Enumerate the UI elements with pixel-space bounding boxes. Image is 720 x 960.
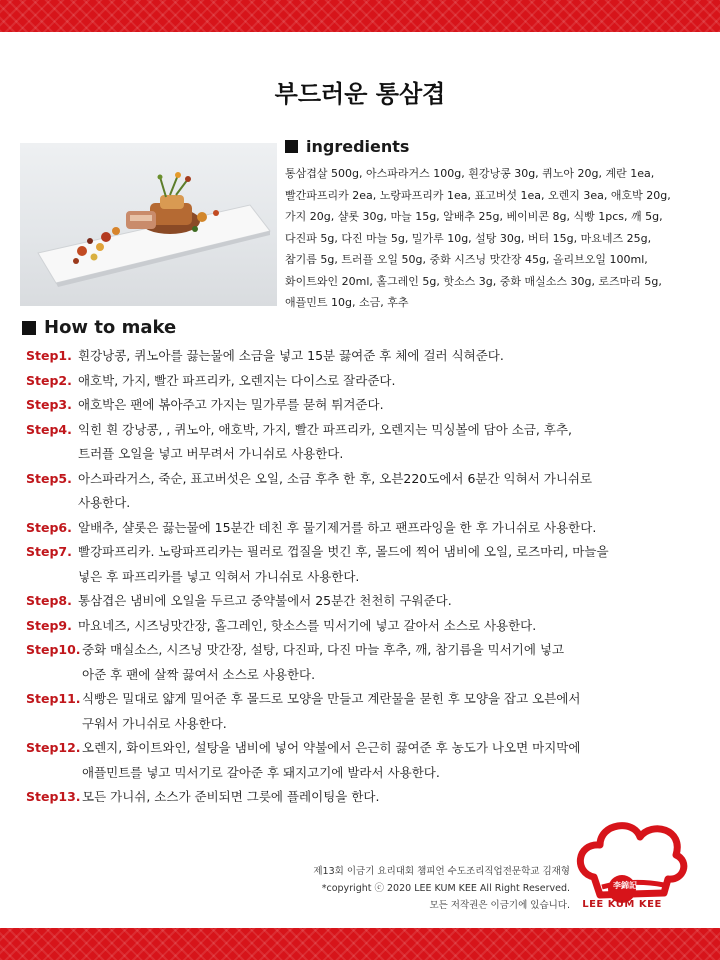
step-item [26, 344, 706, 369]
step-label: Step13. [26, 789, 81, 804]
page-title: 부드러운 통삼겹 [274, 80, 446, 108]
step-text: 알배추, 샬롯은 끓는물에 15분간 데친 후 물기제거를 하고 팬프라잉을 한 후 가니쉬로 사용한다. [78, 519, 597, 535]
step-label: Step2. [26, 372, 72, 388]
ingredients-heading-text: ingredients [306, 137, 410, 156]
step-text: 애호박은 팬에 볶아주고 가지는 밀가루를 묻혀 튀겨준다. [78, 397, 384, 412]
top-pattern-band [0, 0, 720, 32]
logo-chinese-text: 李錦記 [613, 881, 637, 890]
step-text: 중화 매실소스, 시즈닝 맛간장, 설탕, 다진파, 다진 마늘 후추, 깨, 참기름을 믹서기에 넣고 [82, 642, 565, 657]
credit-author: 제13회 이금기 요리대회 챔피언 수도조리직업전문학교 김재형 [313, 866, 570, 877]
step-item [26, 393, 706, 418]
step-item [26, 467, 706, 516]
step-label: Step6. [26, 519, 72, 535]
step-item [26, 614, 706, 639]
step-item [26, 589, 706, 614]
ingredients-line: 참기름 5g, 트러플 오일 50g, 중화 시즈닝 맛간장 45g, 올리브오일 100ml, [285, 253, 648, 266]
step-text: 오렌지, 화이트와인, 설탕을 냄비에 넣어 약불에서 은근히 끓여준 후 농도가 나오면 마지막에 [82, 740, 581, 755]
square-bullet-icon [285, 140, 298, 153]
steps-list [26, 344, 706, 810]
step-text-continued: 사용한다. [78, 495, 131, 510]
step-item [26, 369, 706, 394]
dish-photo [20, 143, 277, 306]
ingredients-line: 가지 20g, 샬롯 30g, 마늘 15g, 알배추 25g, 베이비콘 8g, 식빵 1pcs, 깨 5g, [285, 210, 663, 223]
step-item [26, 736, 706, 785]
step-label: Step11. [26, 691, 81, 706]
ingredients-heading [285, 137, 409, 156]
copyright-notice: *copyright ⓒ 2020 LEE KUM KEE All Right Reserved. [321, 883, 570, 894]
step-label: Step1. [26, 348, 72, 363]
step-text-continued: 애플민트를 넣고 믹서기로 갈아준 후 돼지고기에 발라서 사용한다. [82, 764, 440, 780]
ingredients-line: 통삼겹살 500g, 아스파라거스 100g, 흰강낭콩 30g, 퀴노아 20g, 계란 1ea, [285, 167, 655, 180]
step-label: Step12. [26, 740, 81, 755]
step-text: 흰강낭콩, 퀴노아를 끓는물에 소금을 넣고 15분 끓여준 후 체에 걸러 식혀준다. [78, 348, 504, 363]
step-item [26, 540, 706, 589]
bottom-pattern-band [0, 928, 720, 960]
ingredients-line: 애플민트 10g, 소금, 후추 [285, 296, 409, 309]
step-text-continued: 아준 후 팬에 살짝 끓여서 소스로 사용한다. [82, 666, 316, 682]
how-to-heading [22, 317, 176, 338]
step-text: 모든 가니쉬, 소스가 준비되면 그릇에 플레이팅을 한다. [82, 789, 380, 804]
step-label: Step5. [26, 470, 72, 486]
step-label: Step4. [26, 421, 72, 437]
step-label: Step10. [26, 642, 81, 657]
step-item [26, 516, 706, 541]
step-text: 애호박, 가지, 빨간 파프리카, 오렌지는 다이스로 잘라준다. [78, 372, 396, 388]
step-label: Step8. [26, 593, 72, 608]
step-text: 아스파라거스, 죽순, 표고버섯은 오일, 소금 후추 한 후, 오븐220도에서 6분간 익혀서 가니쉬로 [78, 470, 593, 486]
step-text: 익힌 흰 강낭콩, , 퀴노아, 애호박, 가지, 빨간 파프리카, 오렌지는 믹싱볼에 담아 소금, 후추, [78, 421, 572, 437]
step-text-continued: 구워서 가니쉬로 사용한다. [82, 715, 227, 731]
step-item [26, 785, 706, 810]
ingredients-line: 빨간파프리카 2ea, 노랑파프리카 1ea, 표고버섯 1ea, 오렌지 3ea, 애호박 20g, [285, 188, 671, 202]
step-item [26, 418, 706, 467]
step-text: 식빵은 밀대로 얇게 밀어준 후 몰드로 모양을 만들고 계란물을 묻힌 후 모양을 잡고 오븐에서 [82, 691, 581, 706]
dish-illustration [20, 143, 277, 306]
step-label: Step3. [26, 397, 72, 412]
how-to-heading-text: How to make [44, 317, 177, 338]
ingredients-line: 화이트와인 20ml, 홀그레인 5g, 핫소스 3g, 중화 매실소스 30g, 로즈마리 5g, [285, 274, 662, 288]
credit-block [313, 863, 570, 914]
ingredients-list [285, 163, 705, 314]
step-item [26, 687, 706, 736]
square-bullet-icon [22, 321, 36, 335]
ingredients-line: 다진파 5g, 다진 마늘 5g, 밀가루 10g, 설탕 30g, 버터 15g, 마요네즈 25g, [285, 231, 652, 245]
step-text: 통삼겹은 냄비에 오일을 두르고 중약불에서 25분간 천천히 구워준다. [78, 593, 452, 608]
step-item [26, 638, 706, 687]
rights-notice: 모든 저작권은 이금기에 있습니다. [429, 900, 570, 911]
step-text-continued: 넣은 후 파프리카를 넣고 익혀서 가니쉬로 사용한다. [78, 568, 360, 584]
step-text-continued: 트러플 오일을 넣고 버무려서 가니쉬로 사용한다. [78, 446, 344, 461]
step-label: Step7. [26, 544, 72, 559]
step-text: 마요네즈, 시즈닝맛간장, 홀그레인, 핫소스를 믹서기에 넣고 갈아서 소스로 사용한다. [78, 617, 537, 633]
logo-brand-text: LEE KUM KEE [582, 899, 662, 910]
step-label: Step9. [26, 617, 72, 633]
step-text: 빨강파프리카. 노랑파프리카는 필러로 껍질을 벗긴 후, 몰드에 찍어 냄비에 오일, 로즈마리, 마늘을 [78, 544, 609, 559]
